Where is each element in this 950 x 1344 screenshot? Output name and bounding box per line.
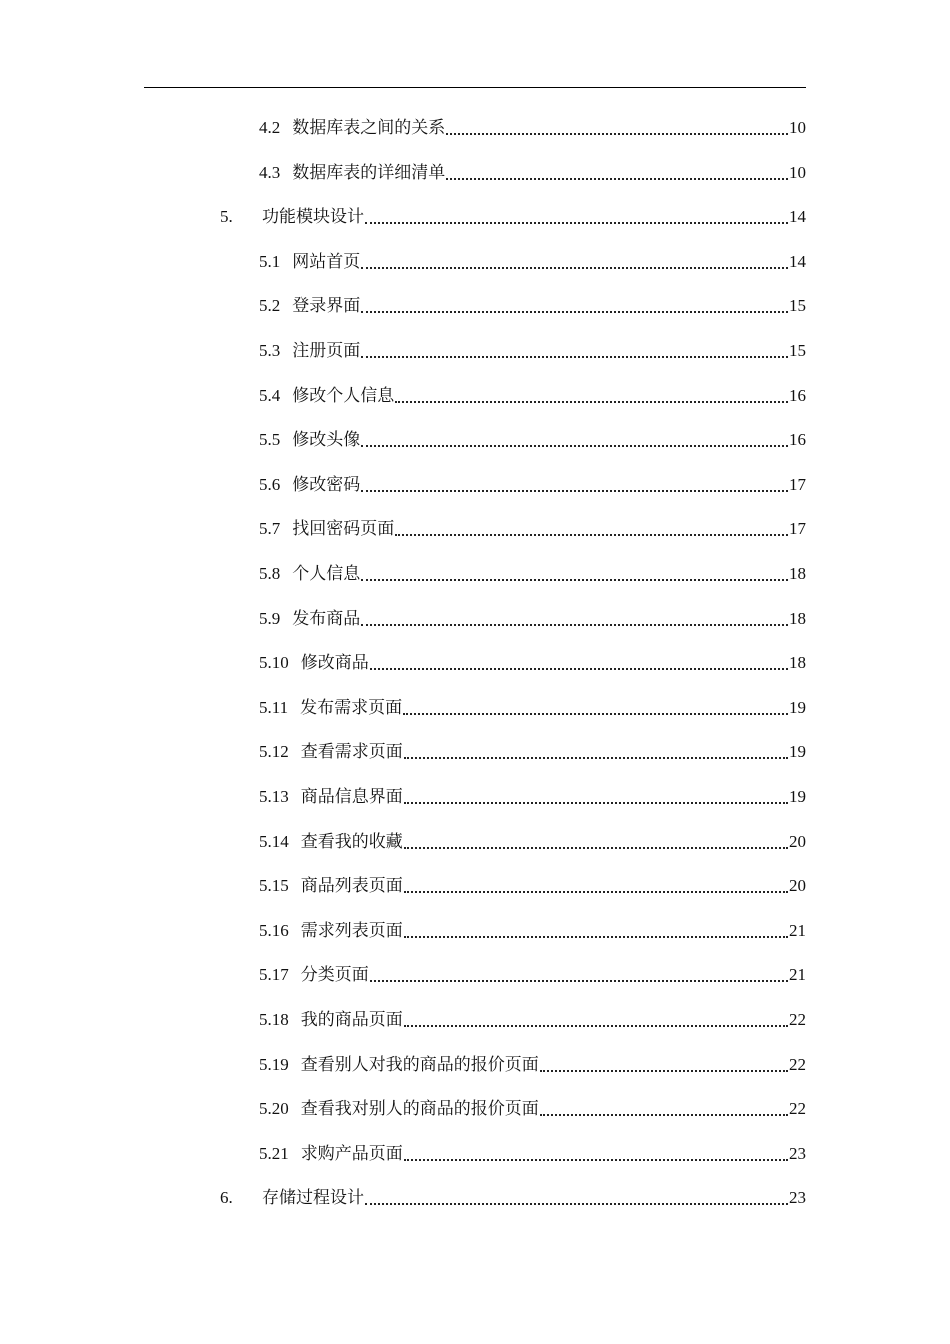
toc-entry-page: 17 [789, 519, 806, 539]
toc-entry-title: 数据库表之间的关系 [292, 118, 446, 137]
toc-entry-number: 5.20 [259, 1099, 289, 1119]
toc-entry-page: 10 [789, 162, 806, 182]
dot-leader [395, 401, 788, 403]
toc-entry-title: 商品信息界面 [300, 787, 403, 806]
toc-entry-number: 5.12 [259, 742, 289, 762]
toc-entry-number: 5.15 [259, 876, 289, 896]
toc-entry-title: 商品列表页面 [300, 876, 403, 896]
toc-entry-page: 19 [789, 697, 806, 717]
toc-entry-title: 个人信息 [292, 564, 361, 583]
toc-entry-title: 修改个人信息 [292, 385, 395, 405]
toc-entry[interactable] [259, 784, 806, 810]
toc-entry-number: 5.14 [259, 831, 289, 851]
toc-entry-number: 4.3 [259, 162, 281, 182]
toc-entry[interactable] [259, 472, 806, 498]
toc-entry-number: 5.3 [259, 341, 281, 360]
toc-entry-page: 18 [789, 608, 806, 628]
toc-entry-page: 16 [789, 430, 806, 450]
toc-entry-number: 5.10 [259, 653, 289, 673]
toc-entry-page: 18 [789, 564, 806, 583]
toc-entry-page: 19 [789, 787, 806, 806]
toc-entry[interactable] [259, 561, 806, 587]
dot-leader [361, 356, 788, 358]
toc-entry[interactable] [259, 293, 806, 319]
toc-entry-number: 5.19 [259, 1054, 289, 1074]
dot-leader [365, 222, 788, 224]
toc-entry-title: 数据库表的详细清单 [292, 162, 446, 182]
dot-leader [403, 713, 788, 715]
toc-entry-number: 5.1 [259, 251, 281, 271]
dot-leader [446, 133, 788, 135]
toc-entry-page: 22 [789, 1054, 806, 1074]
toc-entry-title: 存储过程设计 [262, 1188, 364, 1208]
toc-entry-page: 14 [789, 207, 806, 227]
toc-entry-page: 14 [789, 251, 806, 271]
toc-entry-page: 23 [789, 1188, 806, 1208]
toc-entry-number: 5.4 [259, 385, 281, 405]
dot-leader [540, 1114, 788, 1116]
toc-entry[interactable] [259, 695, 806, 721]
toc-entry-number: 5.8 [259, 564, 281, 583]
toc-entry-page: 20 [789, 831, 806, 851]
toc-entry-title: 查看别人对我的商品的报价页面 [300, 1054, 539, 1074]
toc-entry-title: 修改商品 [300, 653, 369, 673]
dot-leader [361, 490, 788, 492]
toc-entry-page: 16 [789, 385, 806, 405]
toc-entry-title: 发布需求页面 [300, 697, 403, 717]
toc-entry-page: 21 [789, 965, 806, 985]
toc-entry-page: 22 [789, 1099, 806, 1119]
dot-leader [370, 668, 788, 670]
toc-entry[interactable] [259, 249, 806, 275]
toc-entry-number: 5.18 [259, 1010, 289, 1029]
toc-entry-page: 18 [789, 653, 806, 673]
toc-entry-number: 5.21 [259, 1143, 289, 1163]
toc-entry-number: 5. [220, 207, 233, 227]
toc-entry[interactable] [259, 383, 806, 409]
dot-leader [404, 847, 788, 849]
toc-entry-title: 分类页面 [300, 965, 369, 985]
toc-entry-title: 网站首页 [292, 251, 361, 271]
toc-entry-number: 5.17 [259, 965, 289, 985]
toc-entry-title: 我的商品页面 [300, 1010, 403, 1029]
dot-leader [404, 1025, 788, 1027]
toc-entry-title: 求购产品页面 [300, 1143, 403, 1163]
header-rule [144, 87, 806, 88]
toc-entry[interactable] [259, 962, 806, 988]
toc-entry-page: 23 [789, 1143, 806, 1163]
toc-entry[interactable] [259, 1096, 806, 1122]
dot-leader [446, 178, 788, 180]
toc-entry-page: 21 [789, 920, 806, 940]
toc-entry-title: 查看我的收藏 [300, 831, 403, 851]
dot-leader [404, 936, 788, 938]
dot-leader [404, 802, 788, 804]
toc-entry[interactable] [259, 427, 806, 453]
toc-entry-number: 5.13 [259, 787, 289, 806]
dot-leader [365, 1203, 788, 1205]
toc-entry-title: 找回密码页面 [292, 519, 395, 539]
toc-entry[interactable] [259, 829, 806, 855]
toc-entry[interactable] [259, 115, 806, 141]
toc-entry[interactable] [259, 160, 806, 186]
toc-entry-number: 5.16 [259, 920, 289, 940]
dot-leader [404, 1159, 788, 1161]
toc-entry-title: 注册页面 [292, 341, 361, 360]
dot-leader [404, 757, 788, 759]
toc-entry[interactable] [259, 516, 806, 542]
toc-entry-title: 功能模块设计 [262, 207, 364, 227]
toc-entry-page: 20 [789, 876, 806, 896]
toc-entry-number: 6. [220, 1188, 233, 1208]
toc-entry[interactable] [220, 204, 806, 230]
toc-entry-page: 17 [789, 474, 806, 494]
toc-entry-title: 修改头像 [292, 430, 361, 450]
toc-entry-number: 5.5 [259, 430, 281, 450]
toc-entry-number: 5.6 [259, 474, 281, 494]
dot-leader [395, 534, 788, 536]
toc-entry-title: 查看需求页面 [300, 742, 403, 762]
toc-entry-number: 5.7 [259, 519, 281, 539]
toc-entry[interactable] [259, 1052, 806, 1078]
dot-leader [404, 891, 788, 893]
toc-entry-page: 19 [789, 742, 806, 762]
toc-entry[interactable] [220, 1185, 806, 1211]
dot-leader [361, 267, 788, 269]
toc-entry-number: 5.11 [259, 697, 289, 717]
toc-entry[interactable] [259, 606, 806, 632]
dot-leader [370, 980, 788, 982]
dot-leader [361, 624, 788, 626]
dot-leader [361, 311, 788, 313]
dot-leader [361, 579, 788, 581]
toc-entry-title: 登录界面 [292, 296, 361, 316]
toc-entry-page: 22 [789, 1010, 806, 1029]
toc-entry-page: 15 [789, 341, 806, 360]
toc-entry-title: 发布商品 [292, 608, 361, 628]
toc-entry[interactable] [259, 1141, 806, 1167]
toc-entry-number: 4.2 [259, 118, 281, 137]
toc-entry-title: 需求列表页面 [300, 920, 403, 940]
toc-entry-number: 5.2 [259, 296, 281, 316]
toc-entry-title: 查看我对别人的商品的报价页面 [300, 1099, 539, 1119]
dot-leader [540, 1070, 788, 1072]
dot-leader [361, 445, 788, 447]
toc-entry[interactable] [259, 739, 806, 765]
toc-entry-page: 10 [789, 118, 806, 137]
toc-entry-page: 15 [789, 296, 806, 316]
toc-entry-title: 修改密码 [292, 474, 361, 494]
toc-entry[interactable] [259, 918, 806, 944]
toc-entry[interactable] [259, 1007, 806, 1033]
toc-entry[interactable] [259, 650, 806, 676]
toc-entry[interactable] [259, 873, 806, 899]
toc-entry-number: 5.9 [259, 608, 281, 628]
toc-entry[interactable] [259, 338, 806, 364]
